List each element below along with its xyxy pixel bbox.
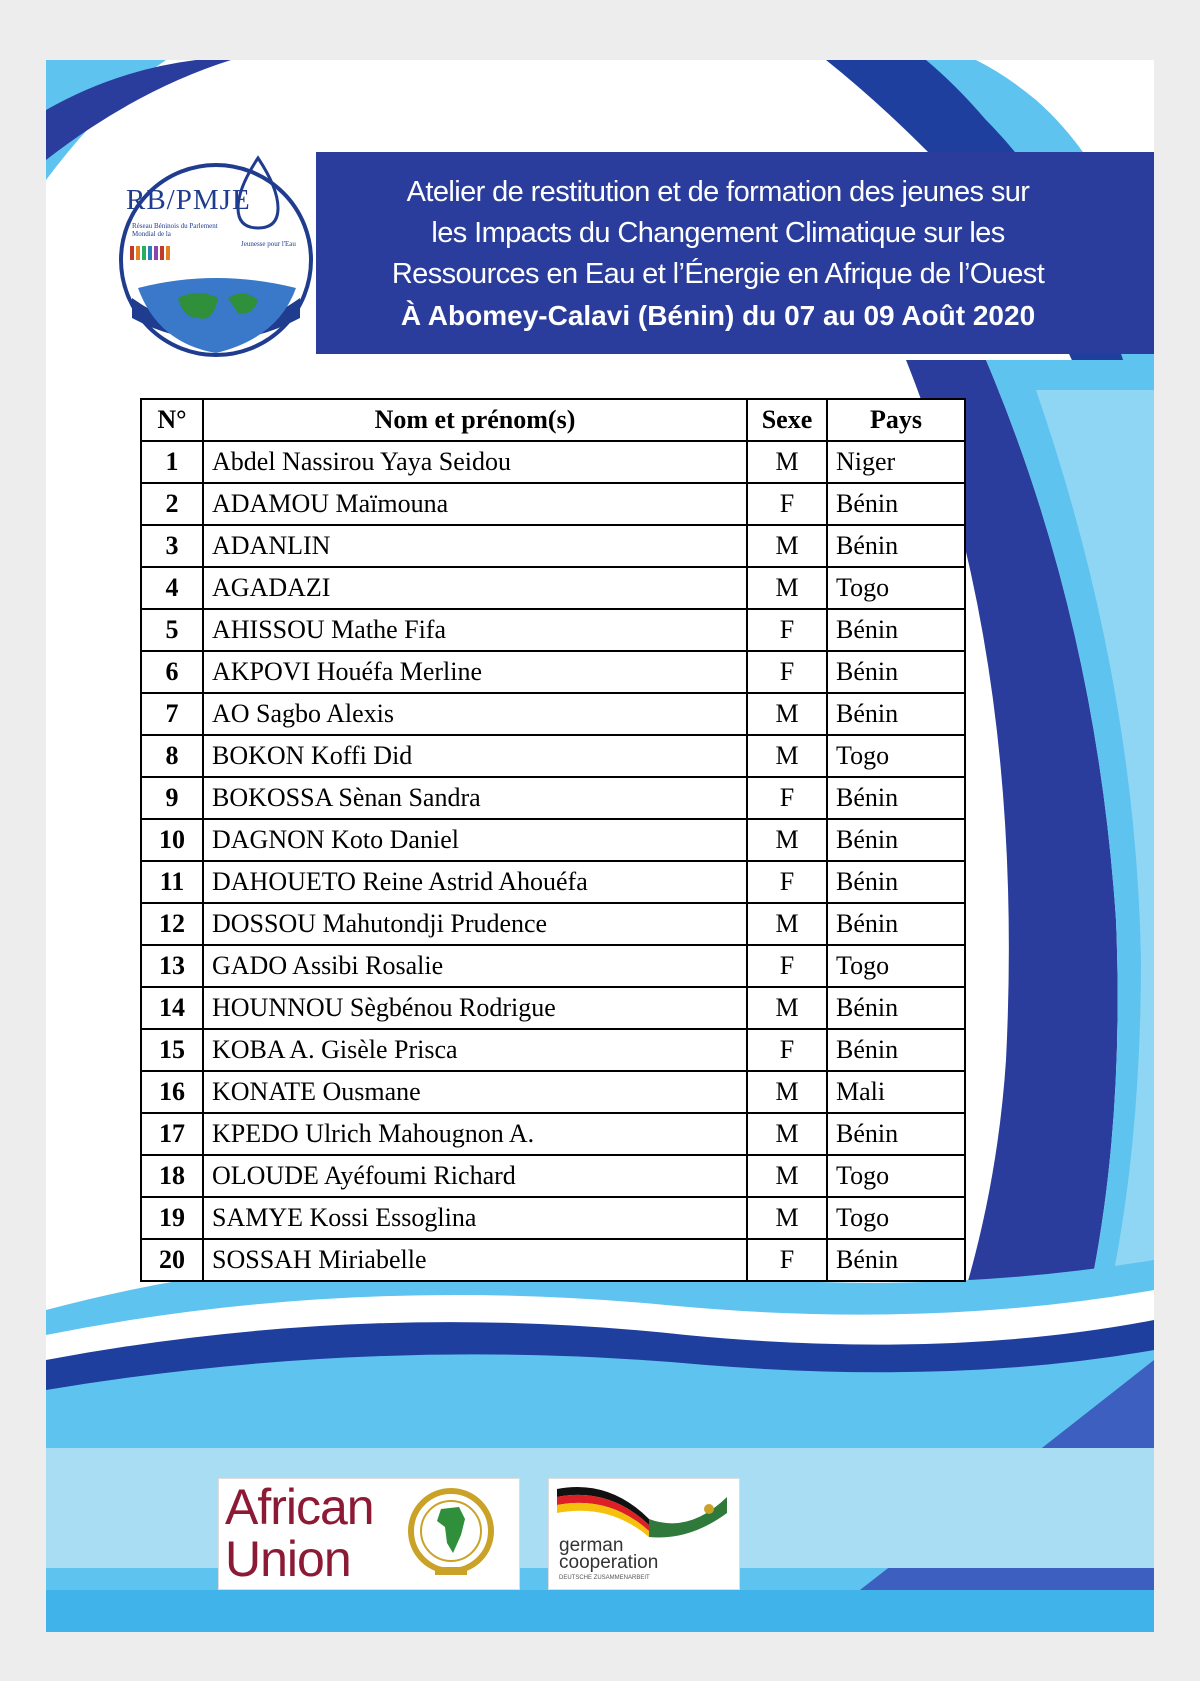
cell-num: 4 xyxy=(141,567,203,609)
cell-name: OLOUDE Ayéfoumi Richard xyxy=(203,1155,747,1197)
cell-name: AHISSOU Mathe Fifa xyxy=(203,609,747,651)
cell-sexe: M xyxy=(747,567,827,609)
cell-name: DAHOUETO Reine Astrid Ahouéfa xyxy=(203,861,747,903)
cell-num: 16 xyxy=(141,1071,203,1113)
cell-pays: Bénin xyxy=(827,525,965,567)
cell-pays: Togo xyxy=(827,1155,965,1197)
table-row xyxy=(141,609,965,651)
table-row xyxy=(141,1029,965,1071)
cell-sexe: M xyxy=(747,987,827,1029)
au-line-1: African xyxy=(225,1479,374,1535)
cell-pays: Bénin xyxy=(827,777,965,819)
cell-num: 1 xyxy=(141,441,203,483)
cell-sexe: M xyxy=(747,441,827,483)
cell-name: KONATE Ousmane xyxy=(203,1071,747,1113)
cell-sexe: M xyxy=(747,1071,827,1113)
cell-num: 3 xyxy=(141,525,203,567)
table-row xyxy=(141,903,965,945)
cell-pays: Bénin xyxy=(827,903,965,945)
table-row xyxy=(141,693,965,735)
cell-name: Abdel Nassirou Yaya Seidou xyxy=(203,441,747,483)
cell-name: DAGNON Koto Daniel xyxy=(203,819,747,861)
table-row xyxy=(141,819,965,861)
german-flag-swoosh-icon xyxy=(549,1479,739,1539)
cell-name: BOKOSSA Sènan Sandra xyxy=(203,777,747,819)
table-row xyxy=(141,651,965,693)
table-row xyxy=(141,1113,965,1155)
cell-name: BOKON Koffi Did xyxy=(203,735,747,777)
cell-num: 20 xyxy=(141,1239,203,1281)
cell-num: 10 xyxy=(141,819,203,861)
cell-sexe: M xyxy=(747,693,827,735)
table-row xyxy=(141,1197,965,1239)
cell-num: 6 xyxy=(141,651,203,693)
cell-name: AO Sagbo Alexis xyxy=(203,693,747,735)
cell-sexe: F xyxy=(747,945,827,987)
table-row xyxy=(141,861,965,903)
cell-sexe: F xyxy=(747,1029,827,1071)
gc-line-1: german xyxy=(559,1535,624,1556)
flyer-sheet xyxy=(46,60,1154,1632)
cell-sexe: F xyxy=(747,1239,827,1281)
cell-pays: Togo xyxy=(827,945,965,987)
cell-pays: Togo xyxy=(827,1197,965,1239)
table-row xyxy=(141,777,965,819)
cell-pays: Bénin xyxy=(827,987,965,1029)
col-header-pays: Pays xyxy=(827,399,965,441)
cell-num: 7 xyxy=(141,693,203,735)
col-header-sexe: Sexe xyxy=(747,399,827,441)
table-row xyxy=(141,441,965,483)
table-row xyxy=(141,1155,965,1197)
title-line-1: Atelier de restitution et de formation des jeunes sur xyxy=(406,176,1030,208)
cell-name: ADAMOU Maïmouna xyxy=(203,483,747,525)
cell-name: KOBA A. Gisèle Prisca xyxy=(203,1029,747,1071)
table-row xyxy=(141,483,965,525)
cell-pays: Bénin xyxy=(827,1113,965,1155)
table-row xyxy=(141,1071,965,1113)
cell-pays: Bénin xyxy=(827,1029,965,1071)
title-line-3: Ressources en Eau et l’Énergie en Afrique de l’Ouest xyxy=(391,258,1045,290)
table-row xyxy=(141,987,965,1029)
cell-pays: Bénin xyxy=(827,861,965,903)
col-header-num: N° xyxy=(141,399,203,441)
cell-pays: Bénin xyxy=(827,693,965,735)
cell-num: 18 xyxy=(141,1155,203,1197)
table-row xyxy=(141,1239,965,1281)
gc-wordmark xyxy=(559,1537,658,1571)
table-row xyxy=(141,735,965,777)
logo-acronym: RB/PMJE xyxy=(126,184,251,216)
cell-sexe: M xyxy=(747,903,827,945)
event-title xyxy=(328,172,1108,337)
cell-name: KPEDO Ulrich Mahougnon A. xyxy=(203,1113,747,1155)
cell-num: 8 xyxy=(141,735,203,777)
rbpmje-logo xyxy=(118,148,328,358)
cell-pays: Togo xyxy=(827,735,965,777)
cell-sexe: M xyxy=(747,1155,827,1197)
cell-pays: Bénin xyxy=(827,1239,965,1281)
table-header-row xyxy=(141,399,965,441)
gc-line-2: cooperation xyxy=(559,1552,659,1573)
logo-org-name-2: Jeunesse pour l'Eau xyxy=(241,240,296,248)
cell-sexe: M xyxy=(747,735,827,777)
cell-sexe: F xyxy=(747,861,827,903)
cell-pays: Bénin xyxy=(827,609,965,651)
col-header-name: Nom et prénom(s) xyxy=(203,399,747,441)
cell-pays: Mali xyxy=(827,1071,965,1113)
au-line-2: Union xyxy=(225,1531,351,1587)
title-line-2: les Impacts du Changement Climatique sur les xyxy=(431,217,1005,249)
cell-pays: Bénin xyxy=(827,483,965,525)
cell-num: 15 xyxy=(141,1029,203,1071)
cell-sexe: F xyxy=(747,483,827,525)
cell-sexe: M xyxy=(747,1113,827,1155)
bottom-strip xyxy=(46,1590,1154,1632)
logo-org-name: Réseau Béninois du Parlement Mondial de la xyxy=(132,222,218,238)
cell-sexe: F xyxy=(747,777,827,819)
participants-table xyxy=(140,398,966,1282)
table-row xyxy=(141,567,965,609)
cell-sexe: M xyxy=(747,819,827,861)
event-location-date: À Abomey-Calavi (Bénin) du 07 au 09 Août 2020 xyxy=(400,300,1036,331)
cell-num: 11 xyxy=(141,861,203,903)
cell-sexe: M xyxy=(747,525,827,567)
table-row xyxy=(141,525,965,567)
table-row xyxy=(141,945,965,987)
cell-name: DOSSOU Mahutondji Prudence xyxy=(203,903,747,945)
cell-num: 5 xyxy=(141,609,203,651)
cell-name: AGADAZI xyxy=(203,567,747,609)
cell-num: 19 xyxy=(141,1197,203,1239)
cell-sexe: F xyxy=(747,609,827,651)
cell-sexe: M xyxy=(747,1197,827,1239)
cell-num: 13 xyxy=(141,945,203,987)
au-emblem-icon xyxy=(401,1483,501,1583)
cell-name: AKPOVI Houéfa Merline xyxy=(203,651,747,693)
cell-pays: Niger xyxy=(827,441,965,483)
cell-name: SOSSAH Miriabelle xyxy=(203,1239,747,1281)
african-union-logo xyxy=(218,1478,520,1590)
cell-num: 14 xyxy=(141,987,203,1029)
cell-sexe: F xyxy=(747,651,827,693)
cell-name: GADO Assibi Rosalie xyxy=(203,945,747,987)
cell-name: ADANLIN xyxy=(203,525,747,567)
cell-name: SAMYE Kossi Essoglina xyxy=(203,1197,747,1239)
cell-num: 17 xyxy=(141,1113,203,1155)
german-cooperation-logo xyxy=(548,1478,740,1590)
cell-pays: Bénin xyxy=(827,651,965,693)
au-wordmark xyxy=(225,1481,374,1585)
cell-num: 2 xyxy=(141,483,203,525)
cell-num: 12 xyxy=(141,903,203,945)
cell-pays: Bénin xyxy=(827,819,965,861)
cell-pays: Togo xyxy=(827,567,965,609)
gc-subline: DEUTSCHE ZUSAMMENARBEIT xyxy=(559,1575,650,1581)
cell-name: HOUNNOU Sègbénou Rodrigue xyxy=(203,987,747,1029)
cell-num: 9 xyxy=(141,777,203,819)
